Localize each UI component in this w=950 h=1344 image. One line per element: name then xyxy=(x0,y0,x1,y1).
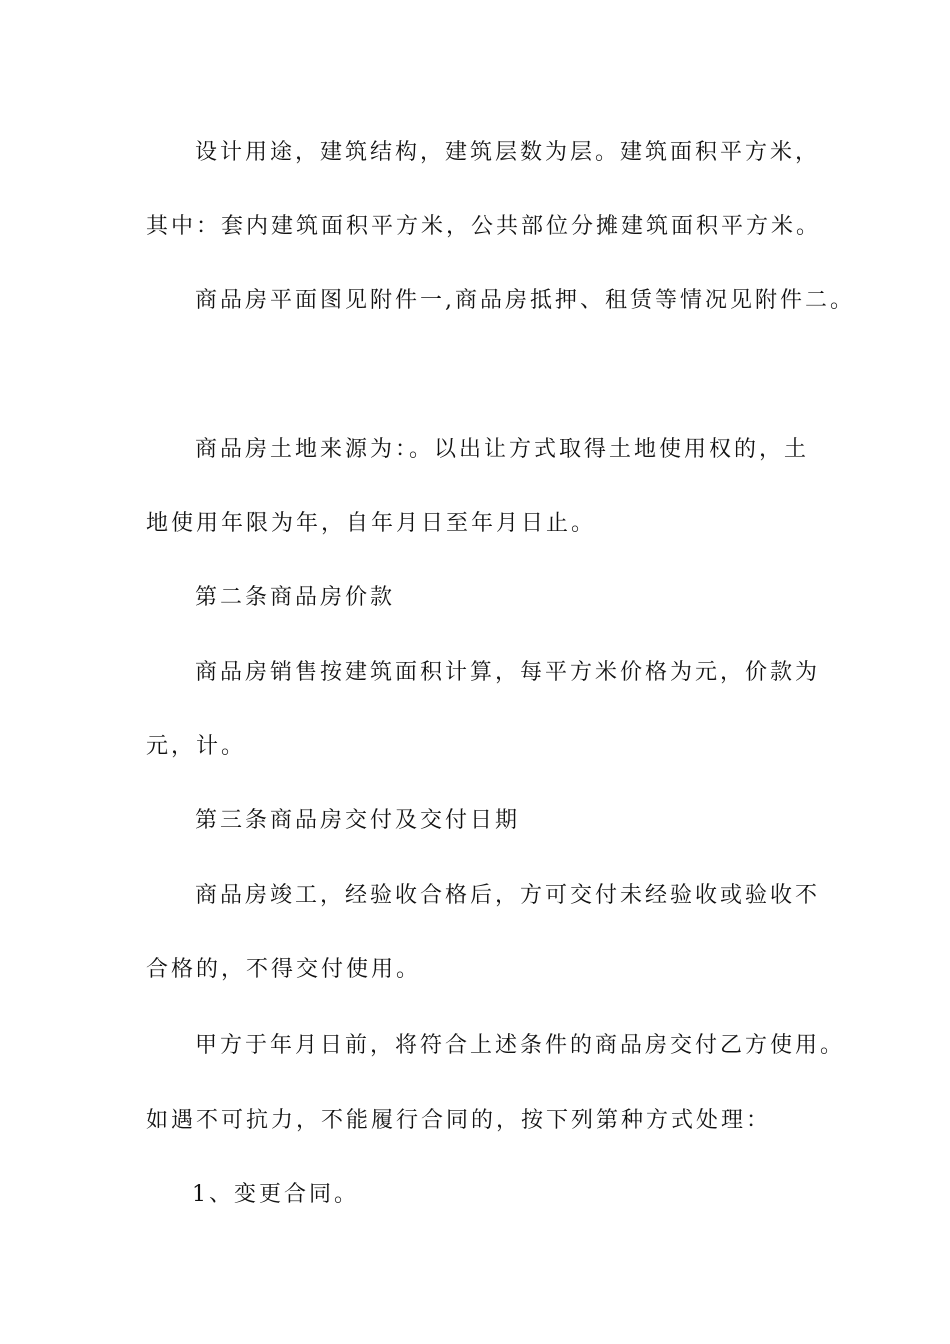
paragraph-line: 元，计。 xyxy=(146,734,247,759)
paragraph-line: 商品房土地来源为：。以出让方式取得土地使用权的，土 xyxy=(195,437,810,462)
section-heading-article-3: 第三条商品房交付及交付日期 xyxy=(195,808,521,833)
paragraph-line: 商品房销售按建筑面积计算，每平方米价格为元，价款为 xyxy=(195,660,821,685)
paragraph-line: 如遇不可抗力，不能履行合同的，按下列第种方式处理： xyxy=(146,1108,772,1133)
paragraph-line: 地使用年限为年，自年月日至年月日止。 xyxy=(146,511,597,536)
paragraph-line: 其中：套内建筑面积平方米，公共部位分摊建筑面积平方米。 xyxy=(146,214,822,239)
paragraph-line: 合格的，不得交付使用。 xyxy=(146,957,422,982)
list-item: 1、变更合同。 xyxy=(192,1182,359,1207)
section-heading-article-2: 第二条商品房价款 xyxy=(195,585,396,610)
paragraph-line: 商品房竣工，经验收合格后，方可交付未经验收或验收不 xyxy=(195,883,821,908)
paragraph-line: 商品房平面图见附件一,商品房抵押、租赁等情况见附件二。 xyxy=(195,288,855,313)
paragraph-line: 设计用途，建筑结构，建筑层数为层。建筑面积平方米， xyxy=(195,140,821,165)
paragraph-line: 甲方于年月日前，将符合上述条件的商品房交付乙方使用。 xyxy=(195,1033,846,1058)
